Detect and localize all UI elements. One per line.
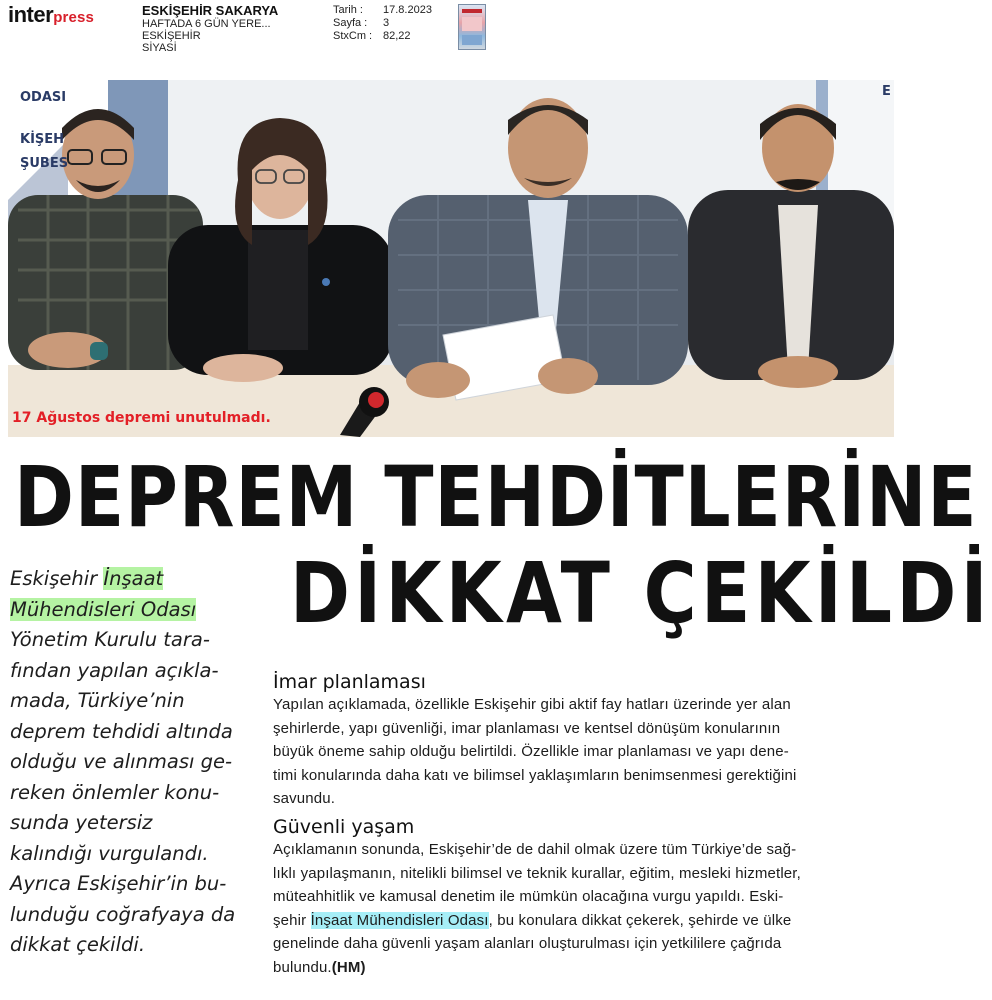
section-text: Yapılan açıklamada, özellikle Eskişehir gibi aktif fay hatları üzerinde yer alan şehirlerde, yapı güvenliği, imar planlaması ve kentsel dönüşüm konularının büyük öneme sahip olduğu belirtildi. Özellikle imar planlaması ve yapı dene- timi konularında daha katı ve bilimsel yaklaşımların benimsenmesi gerektiğini savundu.	[273, 696, 797, 807]
clipping-meta	[333, 4, 432, 43]
section-imar	[273, 671, 903, 811]
section-title: Güvenli yaşam	[273, 816, 415, 838]
section-title: İmar planlaması	[273, 671, 426, 693]
stxcm-value: 82,22	[383, 30, 411, 42]
publication-meta	[142, 4, 278, 54]
headline-line-1: DEPREM TEHDİTLERİNE	[14, 448, 978, 546]
highlight-organization-2: Mühendisleri Odası	[10, 597, 197, 621]
highlight-organization-3: İnşaat Mühendisleri Odası	[310, 911, 489, 929]
news-photo	[8, 80, 894, 437]
photo-caption: 17 Ağustos depremi unutulmadı.	[12, 410, 271, 426]
publication-category: SİYASİ	[142, 42, 177, 54]
banner-text-3: ŞUBES	[20, 156, 69, 171]
banner-text-1: ODASI	[20, 90, 67, 105]
page-thumbnail[interactable]	[458, 4, 486, 50]
banner-text-2: KİŞEH	[20, 132, 65, 147]
stxcm-label: StxCm :	[333, 30, 373, 42]
section-guvenli-yasam	[273, 816, 903, 979]
section-text: Açıklamanın sonunda, Eskişehir’de de dahil olmak üzere tüm Türkiye’de sağ- lıklı yapılaşmanın, nitelikli bilimsel ve teknik kurallar, eğitim, mesleki hizmetler, müteahhitlik ve kamusal denetim ile mümkün olacağına vurgu yapıldı. Eski- şehir İnşaat Mühendisleri Odası, bu konulara dikkat çekerek, şehirde ve ülke genelinde daha güvenli yaşam alanları oluşturulması için yetkililere çağrıda bulundu.(HM)	[273, 841, 801, 976]
press-conference-illustration	[8, 80, 894, 437]
page-value: 3	[383, 17, 390, 29]
author-signature: (HM)	[331, 958, 366, 976]
page-label: Sayfa :	[333, 17, 368, 29]
date-value: 17.8.2023	[383, 4, 432, 16]
lead-paragraph: Eskişehir İnşaat Mühendisleri Odası Yönetim Kurulu tara- fından yapılan açıkla- mada, Türkiye’nin deprem tehdidi altında olduğu ve alınması ge- reken önlemler konu- sunda yetersiz kalındığı vurgulandı. Ayrıca Eskişehir’in bu- lunduğu coğrafyaya da dikkat çekildi.	[10, 567, 236, 956]
date-label: Tarih :	[333, 4, 363, 16]
highlight-organization: İnşaat	[103, 567, 164, 590]
publication-frequency: HAFTADA 6 GÜN YERE...	[142, 18, 271, 30]
headline-line-2: DİKKAT ÇEKİLDİ	[290, 544, 992, 642]
interpress-logo: interpress	[8, 2, 94, 27]
banner-text-right: E	[882, 84, 891, 99]
publication-city: ESKİŞEHİR	[142, 30, 201, 42]
publication-name: ESKİŞEHİR SAKARYA	[142, 3, 279, 18]
